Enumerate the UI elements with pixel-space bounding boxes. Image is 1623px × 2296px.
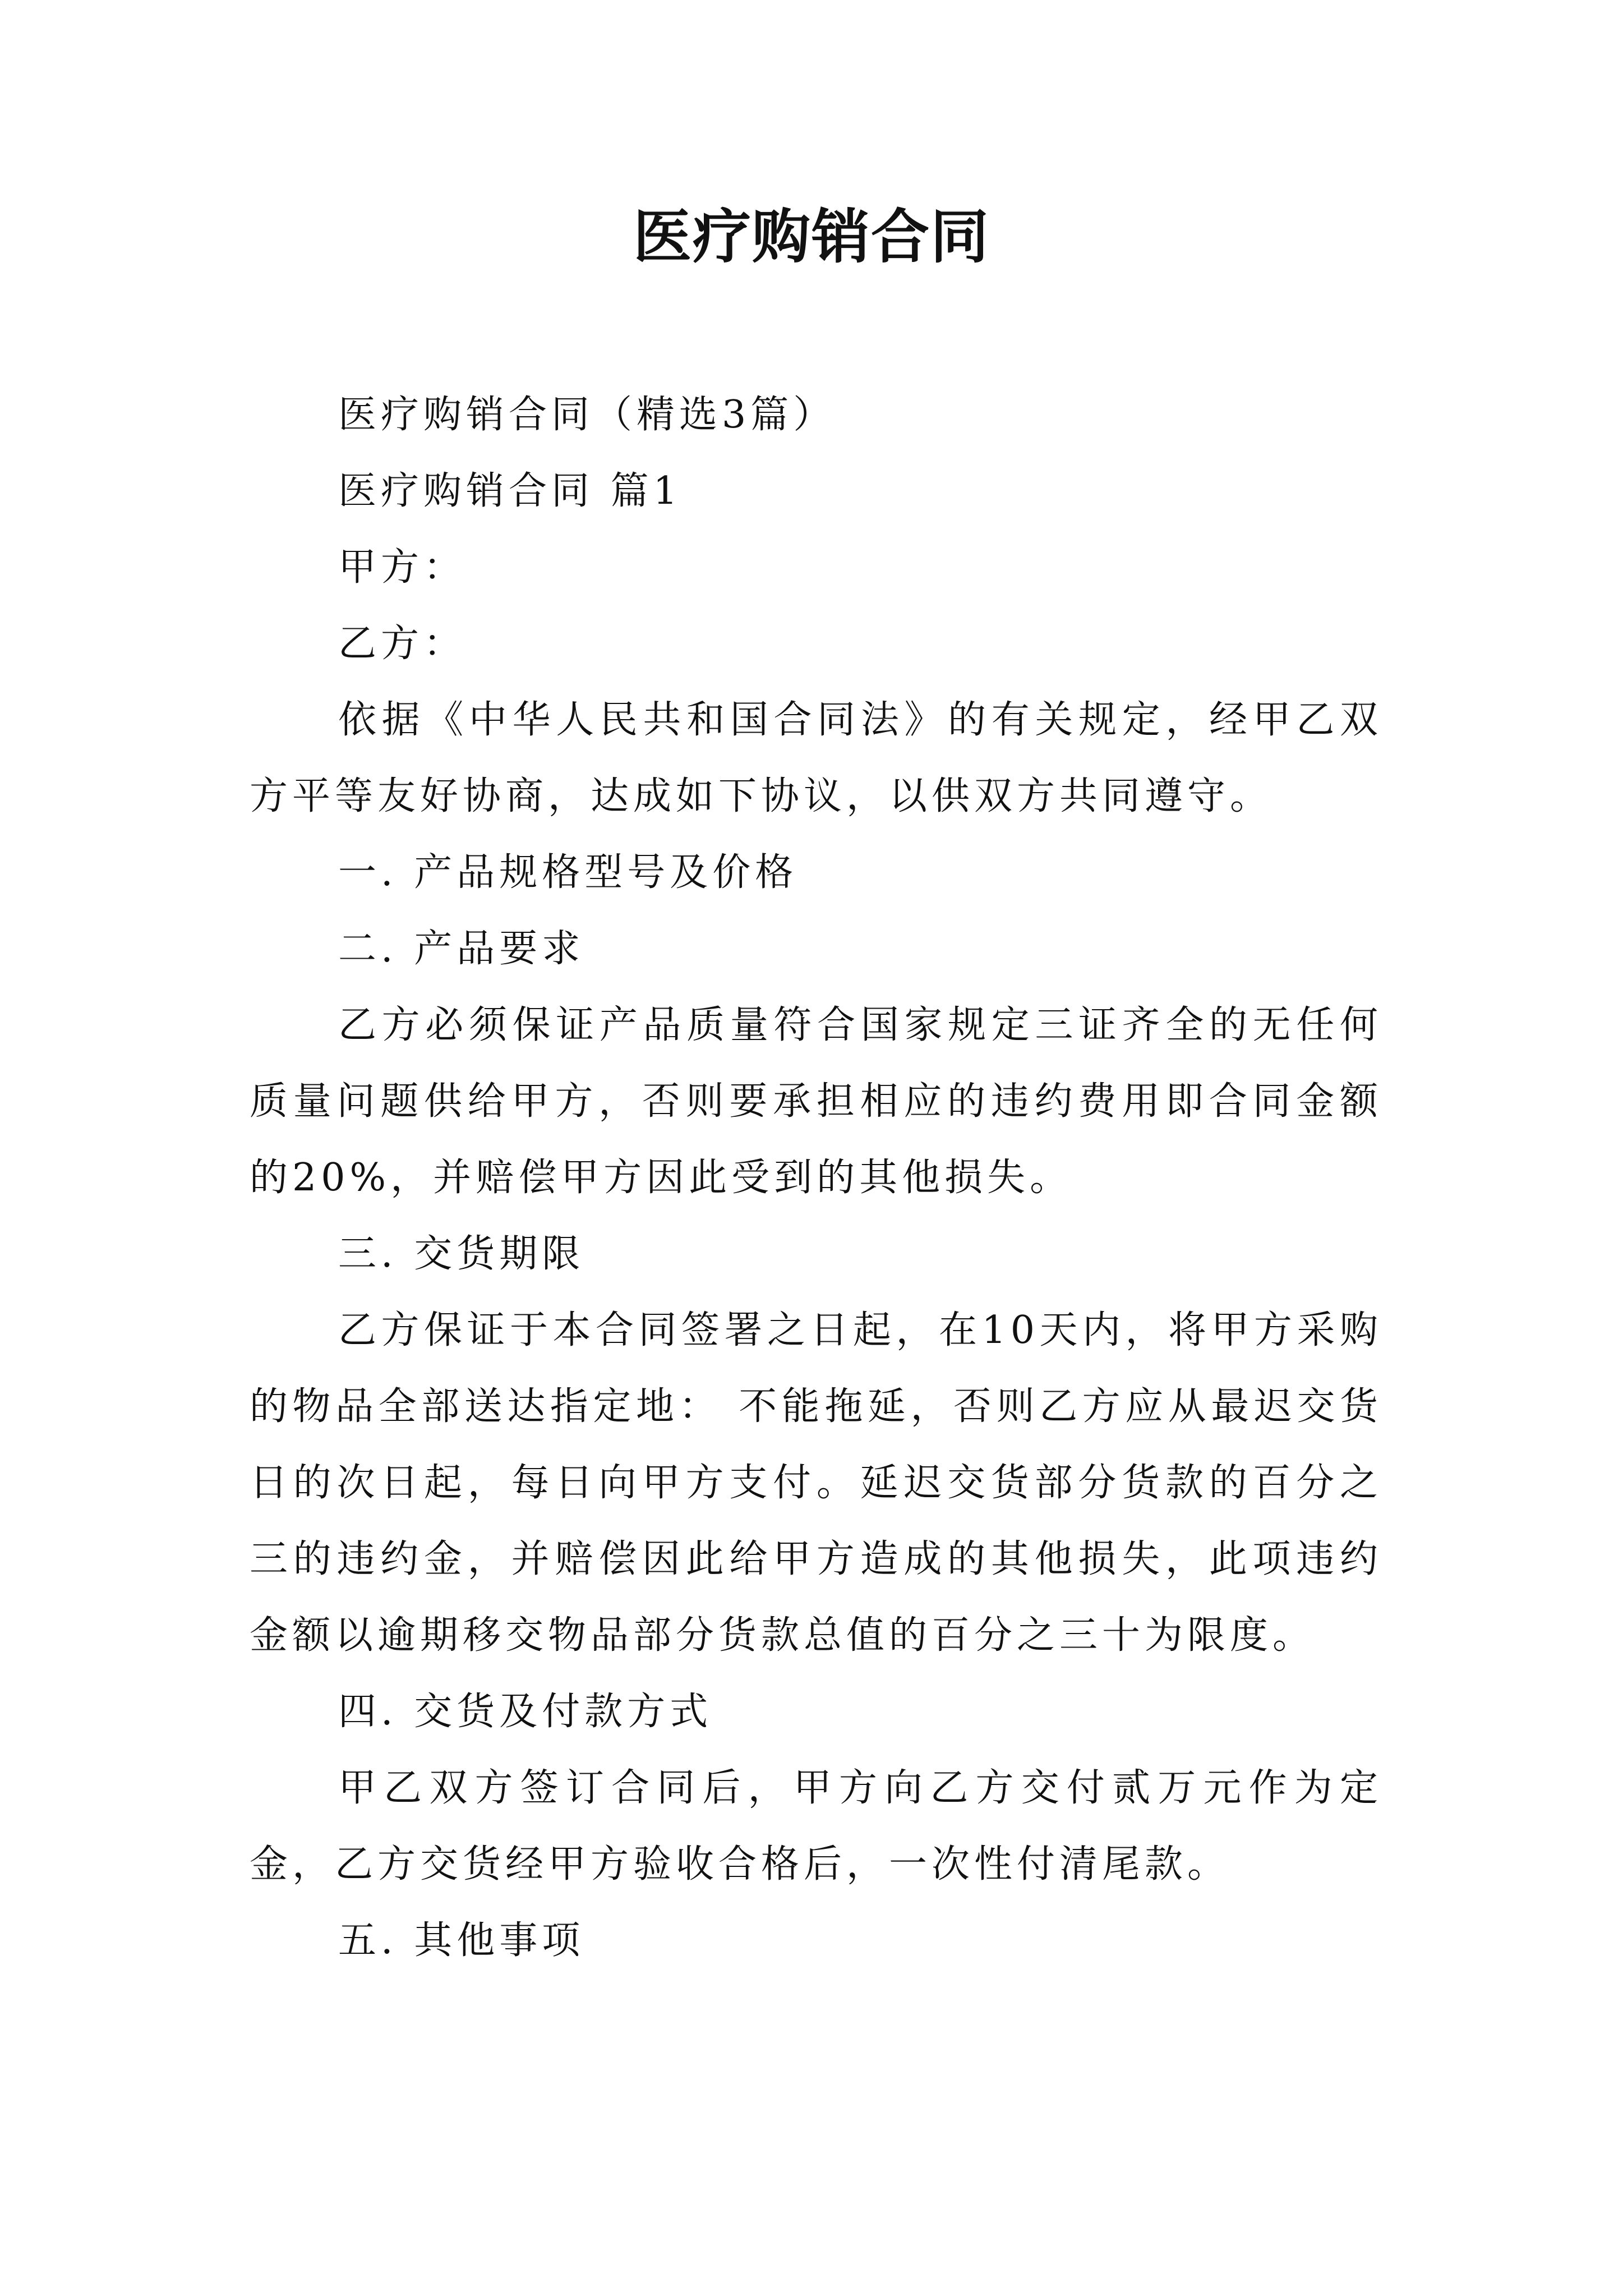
paragraph-product-requirements: 乙方必须保证产品质量符合国家规定三证齐全的无任何质量问题供给甲方，否则要承担相应的违约费用即合同金额的20%，并赔偿甲方因此受到的其他损失。 [250, 1003, 1382, 1200]
section-heading-4: 四. 交货及付款方式 [338, 1690, 713, 1734]
section-heading-5: 五. 其他事项 [338, 1918, 585, 1963]
paragraph-payment-terms: 甲乙双方签订合同后，甲方向乙方交付贰万元作为定金，乙方交货经甲方验收合格后，一次性付清尾款。 [250, 1766, 1382, 1887]
document-body [250, 377, 1382, 1979]
section-heading-3: 三. 交货期限 [338, 1232, 585, 1276]
section-heading-2: 二. 产品要求 [338, 927, 585, 971]
paragraph-preamble: 依据《中华人民共和国合同法》的有关规定，经甲乙双方平等友好协商，达成如下协议，以供双方共同遵守。 [250, 698, 1382, 818]
section-heading-1: 一. 产品规格型号及价格 [338, 850, 798, 895]
paragraph-party-b: 乙方： [338, 622, 467, 666]
paragraph-party-a: 甲方： [338, 545, 467, 590]
document-title: 医疗购销合同 [633, 202, 990, 271]
paragraph-collection-title: 医疗购销合同（精选3篇） [338, 393, 836, 437]
paragraph-part-heading: 医疗购销合同 篇1 [338, 469, 682, 513]
paragraph-delivery-deadline: 乙方保证于本合同签署之日起，在10天内，将甲方采购的物品全部送达指定地： 不能拖延，否则乙方应从最迟交货日的次日起，每日向甲方支付。延迟交货部分货款的百分之三的违约金，并赔偿因此给甲方造成的其他损失，此项违约金额以逾期移交物品部分货款总值的百分之三十为限度。 [250, 1308, 1382, 1658]
